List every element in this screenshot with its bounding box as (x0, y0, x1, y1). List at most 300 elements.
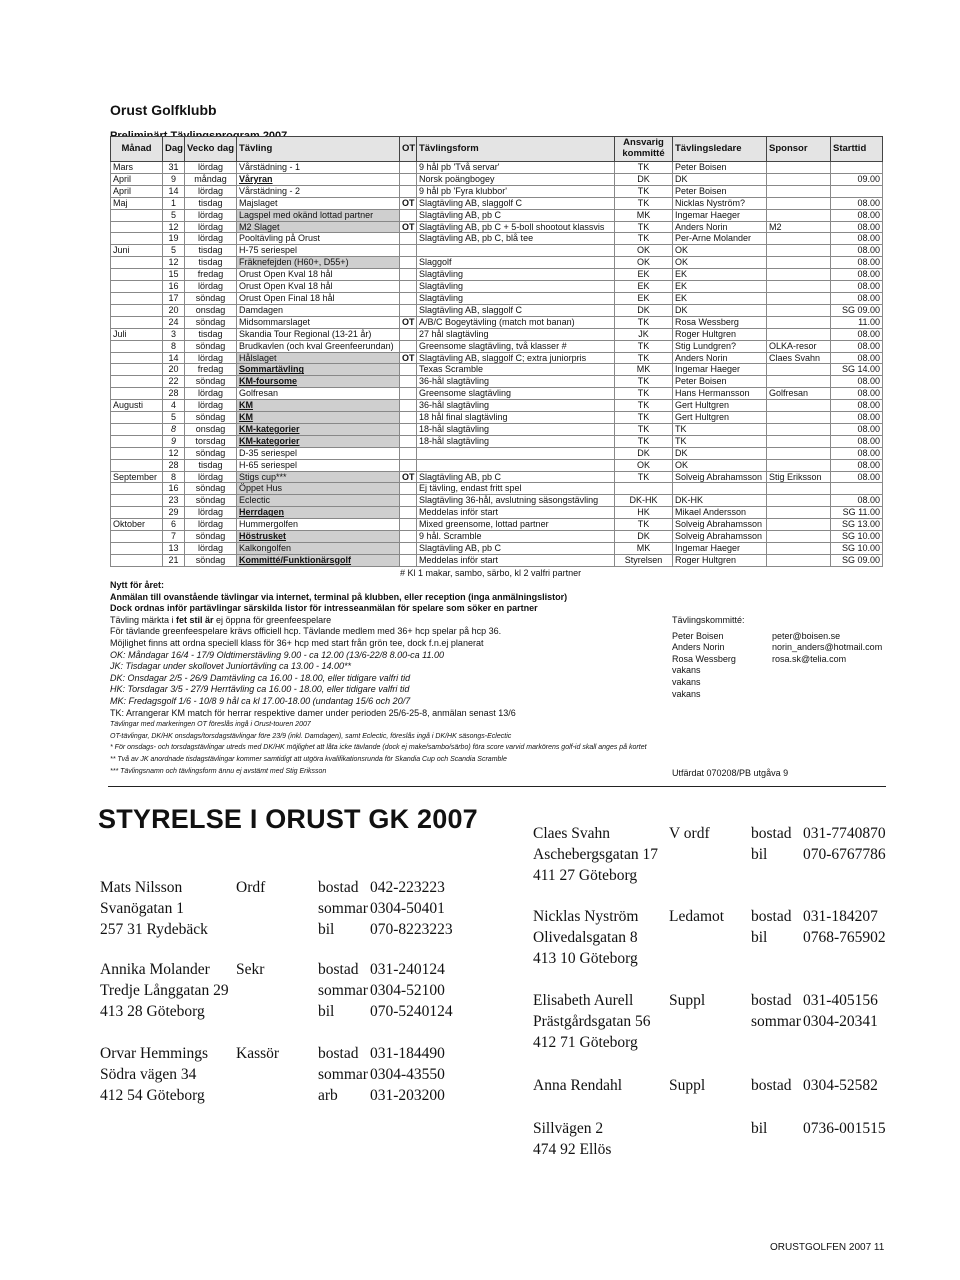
table-cell: Roger Hultgren (673, 554, 767, 566)
phone-type: bostad (751, 825, 792, 842)
table-cell (111, 316, 163, 328)
table-cell (111, 233, 163, 245)
board-member (533, 1075, 878, 1096)
table-cell: 08.00 (831, 376, 883, 388)
table-cell: TK (615, 352, 673, 364)
table-row (111, 412, 883, 424)
table-cell (111, 507, 163, 519)
table-cell: 08.00 (831, 292, 883, 304)
table-cell: Vårstädning - 1 (237, 162, 400, 174)
table-cell (111, 221, 163, 233)
table-cell: Solveig Abrahamsson (673, 519, 767, 531)
table-cell: onsdag (185, 304, 237, 316)
table-cell (400, 519, 417, 531)
note-open-post: ej öppna för greenfeespelare (213, 614, 332, 625)
note-eclectic: OT-tävlingar, DK/HK onsdags/torsdagstävlingar före 23/9 (inkl. Damdagen), samt Eclectic, föreslås ingå i DK/HK säsongs-Eclectic (110, 732, 512, 740)
table-cell: April (111, 173, 163, 185)
table-cell (767, 400, 831, 412)
committee-member-email[interactable]: rosa.sk@telia.com (772, 653, 847, 664)
table-cell: 08.00 (831, 221, 883, 233)
table-cell: Damdagen (237, 304, 400, 316)
table-cell: DK (673, 447, 767, 459)
board-member-line (533, 1139, 886, 1160)
phone-number: 031-184207 (803, 908, 878, 925)
table-cell: 08.00 (831, 340, 883, 352)
table-cell: KM-kategorier (237, 435, 400, 447)
table-cell: lördag (185, 352, 237, 364)
table-cell: 8 (163, 340, 185, 352)
board-member-line (533, 844, 886, 865)
table-cell: Meddelas inför start (417, 507, 615, 519)
board-member-role (236, 1064, 318, 1085)
table-cell (111, 269, 163, 281)
table-cell: 15 (163, 269, 185, 281)
table-cell: Slagtävling AB, pb C (417, 209, 615, 221)
table-cell (767, 495, 831, 507)
note-ot: Tävlingar med markeringen OT föreslås ingå i Orust-touren 2007 (110, 721, 311, 729)
table-cell: måndag (185, 173, 237, 185)
table-cell (767, 197, 831, 209)
table-cell (767, 423, 831, 435)
board-member-field: 257 31 Rydebäck (100, 921, 208, 938)
table-cell: Slagtävling (417, 281, 615, 293)
table-cell (831, 162, 883, 174)
table-cell: Slagtävling AB, pb C, blå tee (417, 233, 615, 245)
phone-number: 0304-50401 (370, 900, 445, 917)
table-cell: TK (615, 197, 673, 209)
board-member-field: Svanögatan 1 (100, 900, 184, 917)
phone-number: 031-240124 (370, 961, 445, 978)
table-cell: KM (237, 412, 400, 424)
board-member-role (669, 1032, 751, 1053)
note-class: Möjlighet finns att ordna speciell klass för 36+ hcp med start från grön tee, dock f.n.ej planerat (110, 637, 484, 648)
committee-title: Tävlingskommitté: (672, 615, 745, 625)
note-stigs-cup: *** Tävlingsnamn och tävlingsform ännu ej avstämt med Stig Eriksson (110, 767, 327, 775)
board-member (533, 1118, 886, 1160)
board-member-line (533, 906, 886, 927)
table-cell: Slagtävling AB, slaggolf C (417, 197, 615, 209)
phone-number: 070-6767786 (803, 846, 886, 863)
board-member-line (100, 959, 453, 980)
table-cell: Ej tävling, endast fritt spel (417, 483, 615, 495)
table-cell: Per-Arne Molander (673, 233, 767, 245)
board-member-field: 413 10 Göteborg (533, 950, 638, 967)
table-cell: Greensome slagtävling (417, 388, 615, 400)
board-member-field: Annika Molander (100, 961, 210, 978)
table-cell (400, 554, 417, 566)
board-member-line (100, 1064, 445, 1085)
board-member-line (100, 1085, 445, 1106)
table-cell: Orust Open Kval 18 hål (237, 269, 400, 281)
board-member-field: Södra vägen 34 (100, 1066, 197, 1083)
table-cell: SG 09.00 (831, 304, 883, 316)
phone-number: 0304-20341 (803, 1013, 878, 1030)
table-cell: 14 (163, 352, 185, 364)
table-cell: Ingemar Haeger (673, 543, 767, 555)
table-cell: Majslaget (237, 197, 400, 209)
table-cell: fredag (185, 269, 237, 281)
board-member-role (236, 980, 318, 1001)
table-cell: Mars (111, 162, 163, 174)
table-row (111, 340, 883, 352)
table-row (111, 173, 883, 185)
note-score-marker: * För onsdags- och torsdagstävlingar utreds med DK/HK möjlighet att låta icke tävlande (dock ej make/sambo/särbo) föra score varvid markörens golf-id skall anges på kortet (110, 744, 647, 752)
table-cell (111, 412, 163, 424)
phone-type: arb (318, 1087, 338, 1104)
board-member-role (236, 1085, 318, 1106)
board-member-role (669, 1139, 751, 1160)
table-cell: Stig Eriksson (767, 471, 831, 483)
table-row (111, 423, 883, 435)
table-cell: Eclectic (237, 495, 400, 507)
table-cell (400, 173, 417, 185)
table-cell: 19 (163, 233, 185, 245)
phone-number: 070-8223223 (370, 921, 453, 938)
table-row (111, 519, 883, 531)
table-cell: DK (615, 531, 673, 543)
board-member (533, 906, 886, 969)
table-cell: Norsk poängbogey (417, 173, 615, 185)
table-cell: Brudkavlen (och kval Greenfeerundan) (237, 340, 400, 352)
table-cell (417, 459, 615, 471)
table-cell: 5 (163, 412, 185, 424)
table-row (111, 554, 883, 566)
committee-member-name: vakans (672, 688, 701, 699)
table-cell (767, 257, 831, 269)
table-cell: DK-HK (673, 495, 767, 507)
phone-number: 042-223223 (370, 879, 445, 896)
board-member-field: Tredje Långgatan 29 (100, 982, 229, 999)
table-cell: 13 (163, 543, 185, 555)
table-cell: 5 (163, 245, 185, 257)
board-member-line (100, 1043, 445, 1064)
table-cell (111, 292, 163, 304)
table-cell: 28 (163, 388, 185, 400)
table-cell (400, 423, 417, 435)
table-cell (400, 304, 417, 316)
board-member-role: Sekr (236, 961, 265, 978)
table-cell: tisdag (185, 245, 237, 257)
table-row (111, 483, 883, 495)
table-cell: 08.00 (831, 423, 883, 435)
table-row (111, 221, 883, 233)
committee-member (672, 654, 882, 666)
phone-type: sommar (318, 1066, 368, 1083)
phone-type: bil (751, 1120, 768, 1137)
table-cell (767, 316, 831, 328)
column-header: Ansvarig kommitté (615, 137, 673, 162)
table-row (111, 281, 883, 293)
partner-footnote (400, 568, 581, 578)
table-cell: Slaggolf (417, 257, 615, 269)
table-cell: Solveig Abrahamsson (673, 471, 767, 483)
board-member-line (533, 823, 886, 844)
table-cell: 08.00 (831, 400, 883, 412)
column-header: Tävling (237, 137, 400, 162)
table-cell (111, 257, 163, 269)
table-cell: TK (615, 162, 673, 174)
table-cell (111, 435, 163, 447)
table-cell: 7 (163, 531, 185, 543)
table-row (111, 162, 883, 174)
table-cell (400, 364, 417, 376)
section-divider (108, 786, 886, 787)
board-member-field: Orvar Hemmings (100, 1045, 209, 1062)
table-cell (111, 495, 163, 507)
table-cell: lördag (185, 543, 237, 555)
table-cell (400, 257, 417, 269)
table-cell: MK (615, 364, 673, 376)
table-cell: Rosa Wessberg (673, 316, 767, 328)
table-cell (767, 543, 831, 555)
note-registration: Anmälan till ovanstående tävlingar via internet, terminal på klubben, eller reception (inga anmälningslistor) (110, 591, 568, 602)
column-header: Tävlingsledare (673, 137, 767, 162)
table-cell: Anders Norin (673, 352, 767, 364)
table-cell: söndag (185, 376, 237, 388)
competition-table (110, 136, 883, 567)
phone-type (751, 1032, 803, 1053)
table-cell: Stig Lundgren? (673, 340, 767, 352)
table-cell (767, 459, 831, 471)
board-member-field: Anna Rendahl (533, 1077, 623, 1094)
table-cell: Orust Open Final 18 hål (237, 292, 400, 304)
table-cell: söndag (185, 554, 237, 566)
table-cell: Oktober (111, 519, 163, 531)
table-cell: Peter Boisen (673, 162, 767, 174)
table-cell (400, 328, 417, 340)
note-hcp: För tävlande greenfeespelare krävs officiell hcp. Tävlande medlem med 36+ hcp spelar på hcp 36. (110, 626, 502, 637)
table-cell: 36-hål slagtävling (417, 376, 615, 388)
phone-type: bostad (318, 961, 359, 978)
table-cell: Mixed greensome, lottad partner (417, 519, 615, 531)
table-cell: A/B/C Bogeytävling (match mot banan) (417, 316, 615, 328)
board-member (533, 823, 886, 886)
board-member (100, 959, 453, 1022)
table-cell: TK (615, 233, 673, 245)
table-cell: 08.00 (831, 447, 883, 459)
board-member-role: Ledamot (669, 908, 725, 925)
phone-number: 0304-52100 (370, 982, 445, 999)
committee-member (672, 665, 882, 677)
table-cell: Peter Boisen (673, 376, 767, 388)
issued-note: Utfärdat 070208/PB utgåva 9 (672, 768, 789, 778)
table-cell: OLKA-resor (767, 340, 831, 352)
table-cell: Ingemar Haeger (673, 209, 767, 221)
table-cell (111, 364, 163, 376)
table-cell: Peter Boisen (673, 185, 767, 197)
phone-type: bostad (318, 1045, 359, 1062)
table-cell: 36-hål slagtävling (417, 400, 615, 412)
phone-type: sommar (751, 1013, 801, 1030)
note-open-bold: fet stil är (176, 614, 214, 625)
table-row (111, 233, 883, 245)
committee-member (672, 631, 882, 643)
table-cell: TK (615, 316, 673, 328)
table-cell (767, 304, 831, 316)
table-cell: SG 10.00 (831, 543, 883, 555)
table-row (111, 185, 883, 197)
table-cell: TK (615, 376, 673, 388)
table-cell (400, 483, 417, 495)
column-header: Månad (111, 137, 163, 162)
table-cell (767, 483, 831, 495)
column-header: Starttid (831, 137, 883, 162)
table-cell (615, 483, 673, 495)
table-cell: 6 (163, 519, 185, 531)
table-cell: söndag (185, 531, 237, 543)
table-cell: Juli (111, 328, 163, 340)
table-cell (400, 400, 417, 412)
table-cell: söndag (185, 292, 237, 304)
table-cell (767, 162, 831, 174)
table-cell: DK (673, 173, 767, 185)
table-cell (417, 447, 615, 459)
phone-type: sommar (318, 900, 368, 917)
table-cell (111, 447, 163, 459)
table-cell (400, 412, 417, 424)
phone-number: 031-184490 (370, 1045, 445, 1062)
table-cell (111, 209, 163, 221)
table-cell: Slagtävling AB, slaggolf C (417, 304, 615, 316)
table-cell: 16 (163, 483, 185, 495)
board-member-line (533, 1075, 878, 1096)
table-cell: TK (615, 221, 673, 233)
phone-number: 0304-52582 (803, 1077, 878, 1094)
table-cell: OK (673, 459, 767, 471)
table-cell: lördag (185, 400, 237, 412)
board-member (100, 1043, 445, 1106)
table-cell: OK (673, 257, 767, 269)
table-cell: Slagtävling AB, pb C (417, 471, 615, 483)
table-row (111, 388, 883, 400)
table-cell: lördag (185, 281, 237, 293)
note-hk: HK: Torsdagar 3/5 - 27/9 Herrtävling ca 16.00 - 18.00, eller tidigare valfri tid (110, 684, 410, 695)
table-cell: 14 (163, 185, 185, 197)
table-cell: söndag (185, 495, 237, 507)
club-name: Orust Golfklubb (110, 102, 217, 118)
committee-member (672, 689, 882, 701)
board-member-field: 411 27 Göteborg (533, 867, 638, 884)
table-row (111, 459, 883, 471)
table-cell: OK (615, 459, 673, 471)
table-cell (767, 435, 831, 447)
table-cell: TK (615, 519, 673, 531)
table-cell: Kommitté/Funktionärsgolf (237, 554, 400, 566)
table-cell: 16 (163, 281, 185, 293)
table-row (111, 543, 883, 555)
table-cell: EK (615, 269, 673, 281)
table-cell: fredag (185, 364, 237, 376)
table-cell: Höstrusket (237, 531, 400, 543)
table-cell: SG 09.00 (831, 554, 883, 566)
table-cell: MK (615, 543, 673, 555)
table-cell: Gert Hultgren (673, 400, 767, 412)
table-cell: EK (673, 281, 767, 293)
table-cell (831, 483, 883, 495)
table-cell: 9 hål pb 'Två servar' (417, 162, 615, 174)
table-cell: tisdag (185, 257, 237, 269)
board-member-line (533, 927, 886, 948)
table-cell: OT (400, 197, 417, 209)
committee-member-email[interactable]: peter@boisen.se (772, 630, 841, 641)
committee-contacts (672, 615, 882, 700)
table-cell: EK (615, 281, 673, 293)
table-cell: Midsommarslaget (237, 316, 400, 328)
table-row (111, 328, 883, 340)
table-cell: 11.00 (831, 316, 883, 328)
board-member-line (100, 980, 453, 1001)
table-cell: 08.00 (831, 328, 883, 340)
table-cell (417, 245, 615, 257)
board-member-field: 412 54 Göteborg (100, 1087, 205, 1104)
table-cell: tisdag (185, 328, 237, 340)
table-cell: Golfresan (767, 388, 831, 400)
table-cell: DK (615, 173, 673, 185)
table-cell: 12 (163, 447, 185, 459)
phone-number: 0768-765902 (803, 929, 886, 946)
table-cell (400, 531, 417, 543)
table-cell (400, 388, 417, 400)
table-cell: 27 hål slagtävling (417, 328, 615, 340)
table-cell: 24 (163, 316, 185, 328)
table-cell (111, 423, 163, 435)
table-cell (767, 519, 831, 531)
table-cell: 9 (163, 173, 185, 185)
page-footer: ORUSTGOLFEN 2007 11 (770, 1242, 885, 1253)
table-cell: Vårstädning - 2 (237, 185, 400, 197)
table-cell: DK (615, 304, 673, 316)
table-cell: TK (615, 435, 673, 447)
table-cell: 29 (163, 507, 185, 519)
table-cell (767, 209, 831, 221)
table-cell: 12 (163, 221, 185, 233)
board-member-role: V ordf (669, 825, 710, 842)
note-open-pre: Tävling märkta i (110, 614, 177, 625)
table-cell: OT (400, 471, 417, 483)
table-cell: M2 (767, 221, 831, 233)
table-cell (767, 292, 831, 304)
board-member-field: Olivedalsgatan 8 (533, 929, 638, 946)
table-cell (400, 162, 417, 174)
table-row (111, 471, 883, 483)
table-cell (400, 376, 417, 388)
board-member-field: Sillvägen 2 (533, 1120, 604, 1137)
table-cell: Slagtävling 36-hål, avslutning säsongstävling (417, 495, 615, 507)
table-cell: 08.00 (831, 257, 883, 269)
table-cell (767, 328, 831, 340)
committee-member-email[interactable]: norin_anders@hotmail.com (772, 642, 883, 653)
table-cell: lördag (185, 233, 237, 245)
table-cell: KM-kategorier (237, 423, 400, 435)
table-cell: OT (400, 352, 417, 364)
table-cell: Greensome slagtävling, två klasser # (417, 340, 615, 352)
table-cell: 1 (163, 197, 185, 209)
column-header: Tävlingsform (417, 137, 615, 162)
board-member-role (669, 1011, 751, 1032)
table-cell (400, 543, 417, 555)
board-member-line (533, 1032, 878, 1053)
table-cell: lördag (185, 519, 237, 531)
table-cell: JK (615, 328, 673, 340)
table-cell: 18-hål slagtävling (417, 423, 615, 435)
board-member-role (236, 1001, 318, 1022)
table-row (111, 257, 883, 269)
table-row (111, 376, 883, 388)
table-cell (111, 281, 163, 293)
table-cell (400, 495, 417, 507)
table-cell: September (111, 471, 163, 483)
board-member-role (669, 865, 751, 886)
